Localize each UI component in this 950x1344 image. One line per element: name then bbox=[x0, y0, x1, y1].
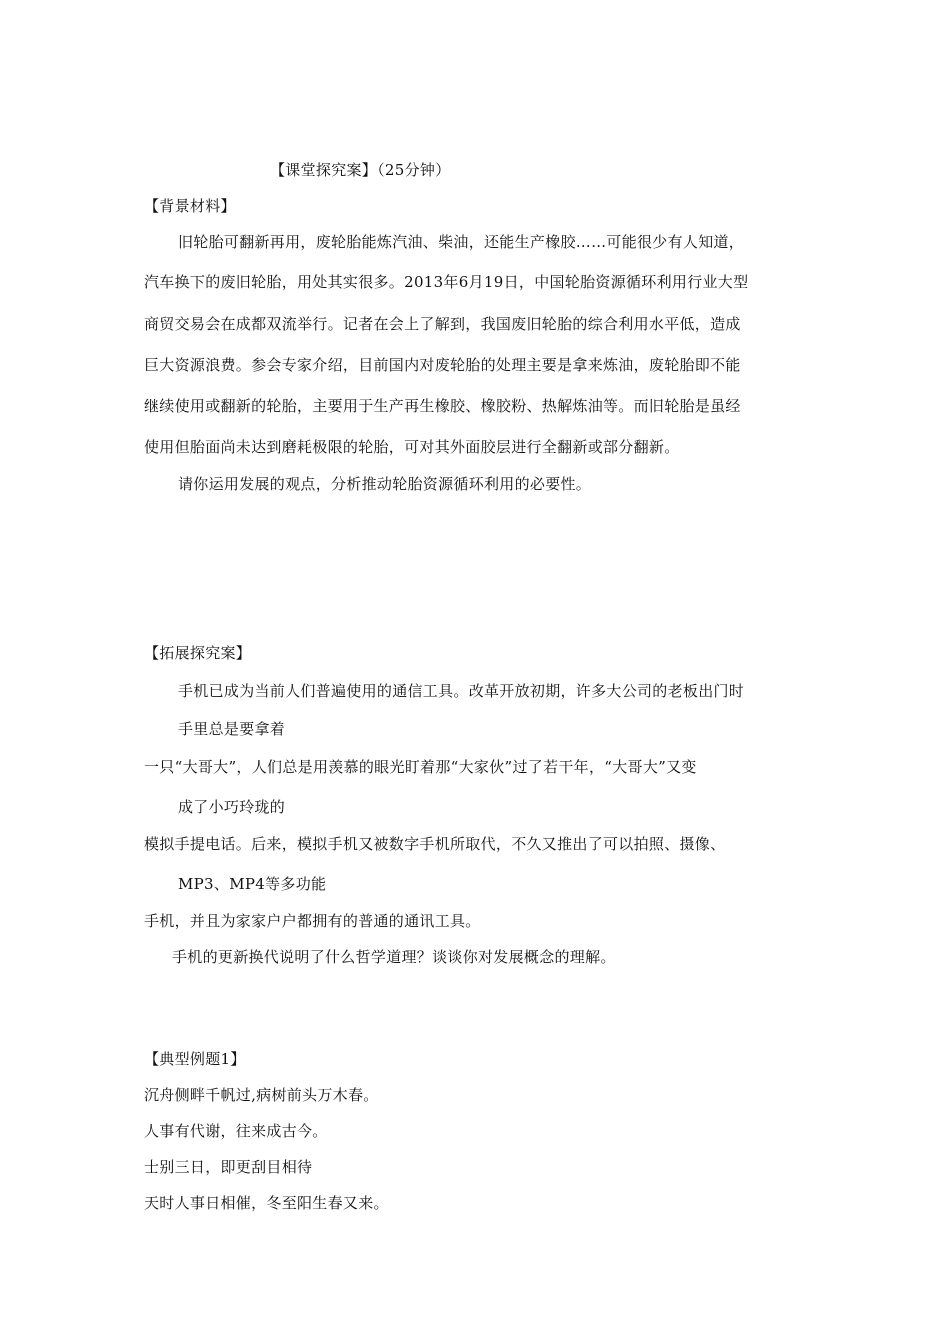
question-text: 请你运用发展的观点，分析推动轮胎资源循环利用的必要性。 bbox=[178, 475, 592, 493]
paragraph-line: 手机，并且为家家户户都拥有的普通的通讯工具。 bbox=[144, 912, 481, 930]
paragraph-line: 汽车换下的废旧轮胎，用处其实很多。2013年6月19日，中国轮胎资源循环利用行业大型 bbox=[144, 273, 749, 291]
paragraph-line: MP3、MP4等多功能 bbox=[178, 875, 327, 893]
poem-line: 天时人事日相催，冬至阳生春又来。 bbox=[144, 1194, 389, 1212]
paragraph-line: 成了小巧玲珑的 bbox=[178, 798, 286, 816]
paragraph-line: 手机已成为当前人们普遍使用的通信工具。改革开放初期，许多大公司的老板出门时 bbox=[178, 682, 745, 700]
question-text: 手机的更新换代说明了什么哲学道理？谈谈你对发展概念的理解。 bbox=[172, 948, 616, 966]
poem-line: 士别三日，即更刮目相待 bbox=[144, 1158, 313, 1176]
paragraph-line: 商贸交易会在成都双流举行。记者在会上了解到，我国废旧轮胎的综合利用水平低，造成 bbox=[144, 315, 741, 333]
paragraph-line: 旧轮胎可翻新再用，废轮胎能炼汽油、柴油，还能生产橡胶……可能很少有人知道， bbox=[178, 233, 745, 251]
paragraph-line: 巨大资源浪费。参会专家介绍，目前国内对废轮胎的处理主要是拿来炼油，废轮胎即不能 bbox=[144, 356, 741, 374]
poem-line: 沉舟侧畔千帆过,病树前头万木春。 bbox=[144, 1086, 379, 1104]
extension-inquiry-label: 【拓展探究案】 bbox=[144, 644, 252, 662]
paragraph-line: 手里总是要拿着 bbox=[178, 720, 286, 738]
paragraph-line: 使用但胎面尚未达到磨耗极限的轮胎，可对其外面胶层进行全翻新或部分翻新。 bbox=[144, 438, 680, 456]
section-title: 【课堂探究案】（25分钟） bbox=[270, 161, 451, 179]
paragraph-line: 模拟手提电话。后来，模拟手机又被数字手机所取代，不久又推出了可以拍照、摄像、 bbox=[144, 835, 726, 853]
paragraph-line: 继续使用或翻新的轮胎，主要用于生产再生橡胶、橡胶粉、热解炼油等。而旧轮胎是虽经 bbox=[144, 397, 741, 415]
background-material-label: 【背景材料】 bbox=[144, 197, 236, 215]
example-label: 【典型例题1】 bbox=[144, 1050, 246, 1068]
paragraph-line: 一只“大哥大”，人们总是用羡慕的眼光盯着那“大家伙”过了若干年，“大哥大”又变 bbox=[144, 758, 697, 776]
poem-line: 人事有代谢，往来成古今。 bbox=[144, 1122, 328, 1140]
